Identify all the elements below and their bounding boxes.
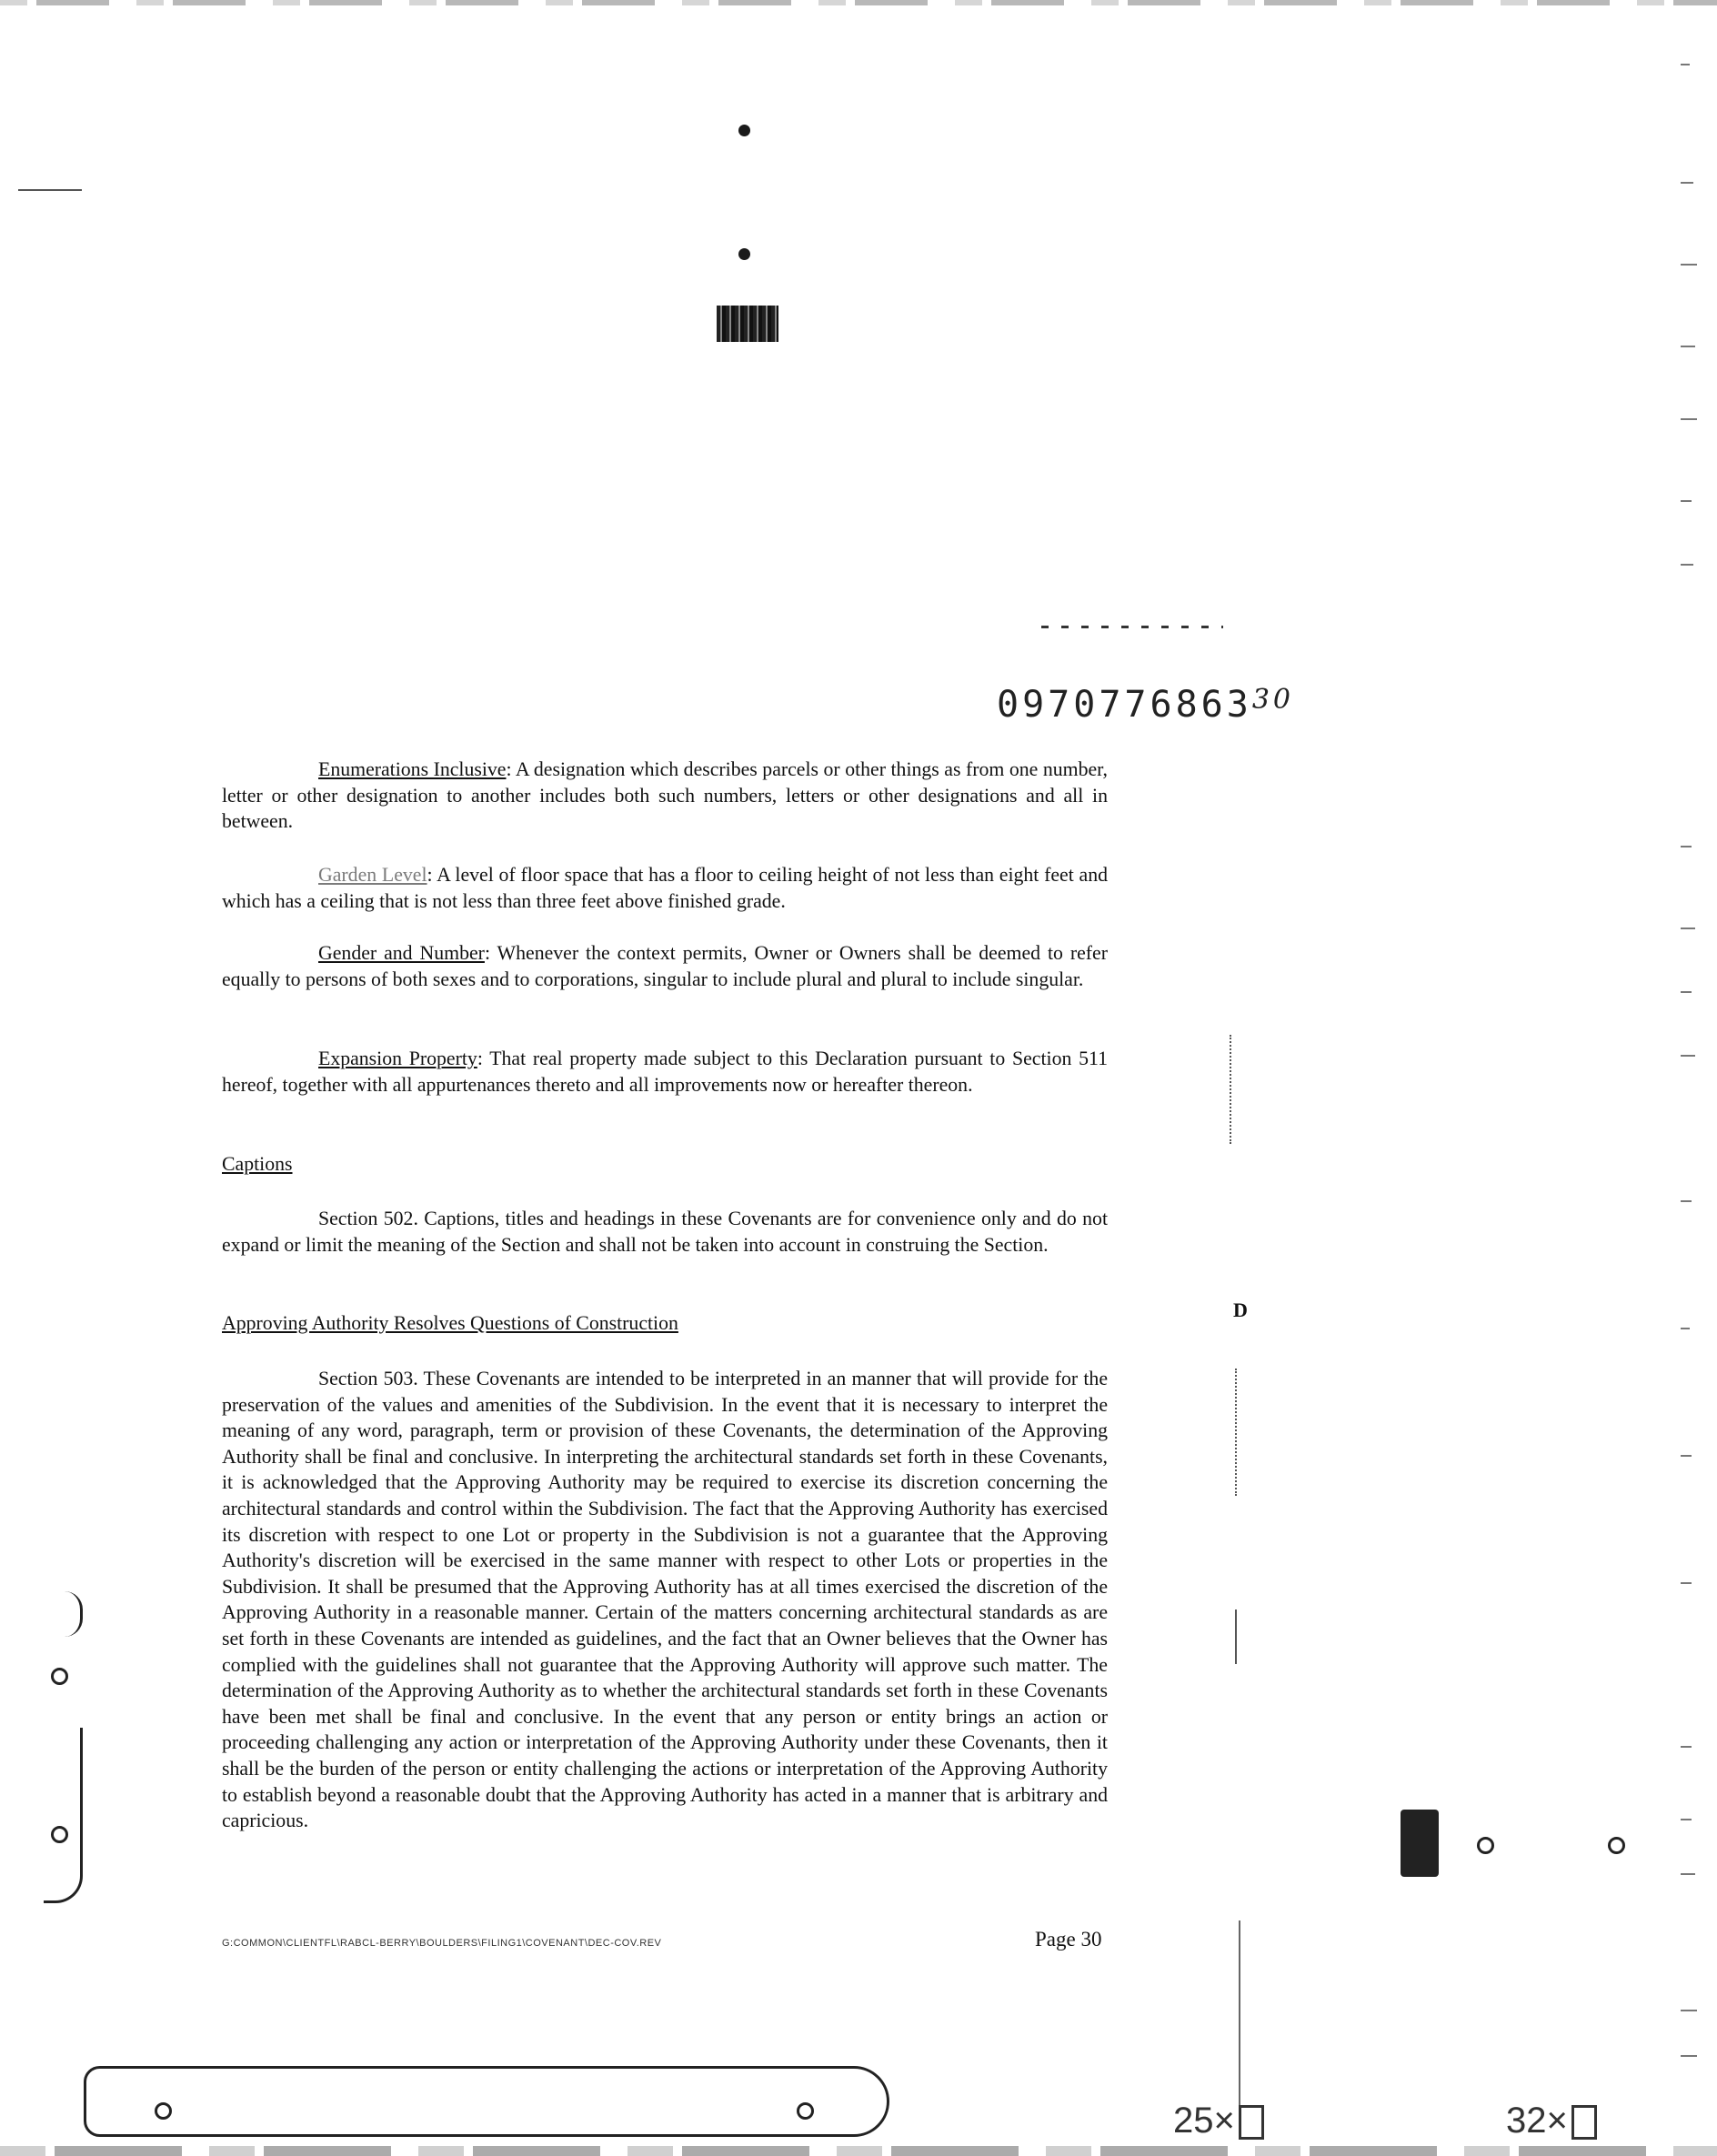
paragraph-expansion-property	[222, 1046, 1108, 1098]
left-bracket-lower	[44, 1728, 83, 1903]
heading-approving-authority: Approving Authority Resolves Questions of Construction	[222, 1312, 678, 1334]
fiche-box-icon	[1239, 2105, 1264, 2140]
punch-hole-bottom-2	[797, 2102, 814, 2120]
registration-dot-middle	[738, 248, 750, 260]
page-number: Page 30	[1035, 1928, 1102, 1950]
punch-hole-right-2	[1608, 1837, 1625, 1854]
scan-edge-top	[0, 0, 1717, 5]
punch-hole-right-1	[1477, 1837, 1494, 1854]
dash-line	[1041, 626, 1223, 628]
right-dotted-line-2	[1235, 1369, 1239, 1496]
punch-hole-left-1	[51, 1668, 68, 1685]
document-number: 0970776863$^{30}$	[997, 684, 1295, 726]
paragraph-section-502	[222, 1206, 1108, 1258]
term-expansion-property: Expansion Property	[318, 1048, 477, 1069]
definition-enumerations: : A designation which describes parcels or other things as from one number, letter or other designation to another includes both such numbers, letters or other designations and all in between.	[222, 758, 1108, 833]
paragraph-garden-level	[222, 862, 1108, 914]
section-503-text: Section 503. These Covenants are intended to be interpreted in an manner that will provide for the preservation of the values and amenities of the Subdivision. In the event that it is necessary to interpret the meaning of any word, paragraph, term or provision of these Covenants, the determination of the Approving Authority shall be final and conclusive. In interpreting the architectural standards set forth in these Covenants, it is acknowledged that the Approving Authority may be required to exercise its discretion concerning the architectural standards and control within the Subdivision. The fact that the Approving Authority has exercised its discretion with respect to one Lot or property in the Subdivision is not a guarantee that the Approving Authority's discretion will be exercised in the same manner with respect to other Lots or properties in the Subdivision. It shall be presumed that the Approving Authority has at all times exercised the discretion of the Approving Authority in a reasonable manner. Certain of the matters concerning architectural standards as are set forth in these Covenants are intended as guidelines, and the fact that an Owner believes that the Owner has complied with the guidelines shall not guarantee that the Approving Authority will approve such matter. The determination of the Approving Authority as to whether the architectural standards set forth in these Covenants have been met shall be final and conclusive. In the event that any person or entity brings an action or proceeding challenging any action or interpretation of the Approving Authority under these Covenants, then it shall be the burden of the person or entity challenging the actions or interpretation of the Approving Authority to establish beyond a reasonable doubt that the Approving Authority has acted in a manner that is arbitrary and capricious.	[222, 1368, 1108, 1832]
term-garden-level: Garden Level	[318, 864, 427, 886]
bottom-frame	[84, 2066, 889, 2137]
footer-file-path: G:COMMON\CLIENTFL\RABCL-BERRY\BOULDERS\FILING1\COVENANT\DEC-COV.REV	[222, 1938, 662, 1949]
paragraph-gender-number	[222, 940, 1108, 992]
left-bracket-upper	[53, 1591, 83, 1637]
paragraph-section-503	[222, 1366, 1108, 1834]
definition-garden-level: : A level of floor space that has a floor to ceiling height of not less than eight feet and which has a ceiling that is not less than three feet above finished grade.	[222, 864, 1109, 912]
fiche-mark-right: 32×	[1506, 2101, 1597, 2141]
black-block-mark	[1401, 1810, 1439, 1877]
definition-gender-number: : Whenever the context permits, Owner or Owners shall be deemed to refer equally to persons of both sexes and to corporations, singular to include plural and plural to include singular.	[222, 942, 1108, 990]
doc-number-annotation: 30	[1251, 684, 1295, 716]
registration-dot-top	[738, 125, 750, 136]
barcode-stamp	[717, 306, 778, 342]
section-502-text: Section 502. Captions, titles and headings in these Covenants are for convenience only and do not expand or limit the meaning of the Section and shall not be taken into account in construing the Section.	[222, 1208, 1108, 1256]
term-gender-number: Gender and Number	[318, 942, 485, 964]
paragraph-enumerations	[222, 757, 1108, 835]
definition-expansion-property: : That real property made subject to this Declaration pursuant to Section 511 hereof, together with all appurtenances thereto and all improvements now or hereafter thereon.	[222, 1048, 1108, 1096]
left-margin-line	[18, 189, 82, 191]
right-line-1	[1235, 1609, 1237, 1664]
right-line-2	[1239, 1920, 1240, 2121]
scan-edge-bottom	[0, 2146, 1717, 2156]
fiche-box-icon	[1571, 2105, 1597, 2140]
heading-captions: Captions	[222, 1153, 293, 1175]
right-dotted-line-1	[1230, 1035, 1233, 1144]
circle-d-mark: D	[1233, 1299, 1248, 1321]
punch-hole-bottom-1	[155, 2102, 172, 2120]
fiche-mark-left: 25×	[1173, 2101, 1264, 2141]
right-edge-marks	[1681, 55, 1699, 2055]
term-enumerations: Enumerations Inclusive	[318, 758, 507, 780]
